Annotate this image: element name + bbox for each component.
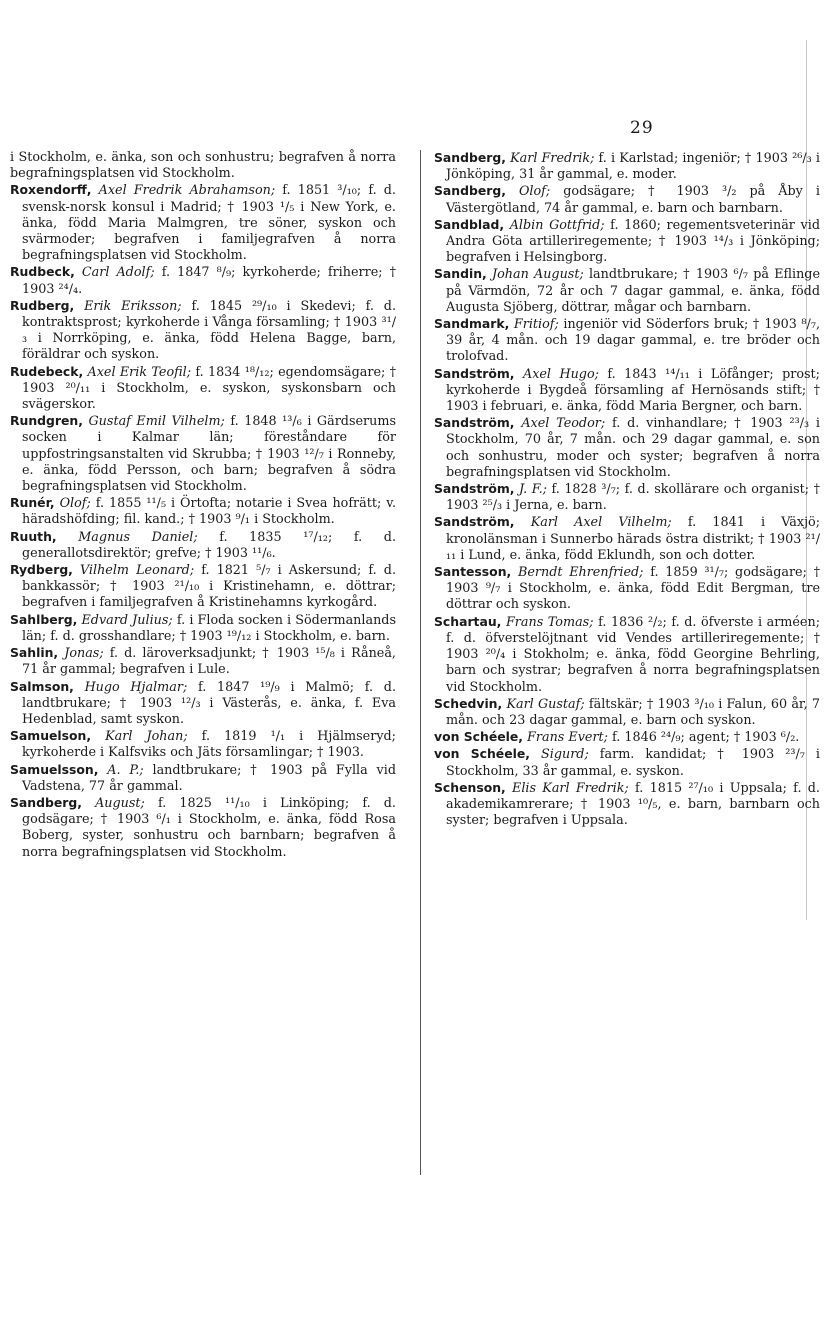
obituary-entry — [10, 795, 396, 861]
entry-given-names: Fritiof; — [513, 317, 559, 333]
entry-surname: Ruuth, — [10, 528, 57, 544]
entry-given-names: Axel Hugo; — [522, 366, 599, 382]
entry-text: f. 1834 ¹⁸/₁₂; egendomsägare; † 1903 ²⁰/₁₁ i Stockholm, e. syskon, syskonsbarn och svägerskor. — [22, 364, 397, 413]
obituary-entry — [434, 746, 820, 779]
right-column — [434, 150, 820, 829]
entry-text: godsägare; † 1903 ³/₂ på Åby i Västergötland, 74 år gammal, e. barn och barnbarn. — [446, 184, 820, 216]
entry-text: f. 1846 ²⁴/₉; agent; † 1903 ⁶/₂. — [607, 730, 800, 746]
obituary-entry — [10, 298, 396, 364]
entry-given-names: Albin Gottfrid; — [509, 217, 605, 233]
entry-text: f. 1859 ³¹/₇; godsägare; † 1903 ⁹/₇ i Stockholm, e. änka, född Edit Bergman, tre döttrar och syskon. — [446, 565, 820, 613]
entry-surname: Rudberg, — [10, 297, 75, 313]
obituary-entry — [434, 316, 820, 366]
entry-text: f. i Floda socken i Södermanlands län; f. d. grosshandlare; † 1903 ¹⁹/₁₂ i Stockholm, e. barn. — [22, 612, 396, 644]
obituary-entry — [434, 696, 820, 729]
obituary-entry — [434, 780, 820, 830]
entry-text: landtbrukare; † 1903 ⁶/₇ på Eflinge på Värmdön, 72 år och 7 dagar gammal, e. änka, född Augusta Sjöberg, döttrar, mågar och barnbarn. — [446, 267, 820, 315]
entry-given-names: Frans Evert; — [527, 730, 608, 746]
entry-given-names: Vilhelm Leonard; — [79, 563, 195, 579]
obituary-entry — [10, 762, 396, 795]
entry-given-names: Hugo Hjalmar; — [84, 679, 188, 695]
entry-surname: von Schéele, — [434, 746, 530, 762]
entry-text: f. 1825 ¹¹/₁₀ i Linköping; f. d. godsägare; † 1903 ⁶/₁ i Stockholm, e. änka, född Rosa Boberg, syster, sonhustru och barnbarn; begrafven å norra begrafningsplatsen vid Stockholm. — [22, 795, 396, 860]
obituary-entry — [10, 612, 396, 645]
obituary-entry — [10, 645, 396, 678]
entry-surname: Schartau, — [434, 613, 502, 629]
entry-text: f. 1847 ¹⁹/₉ i Malmö; f. d. landtbrukare; † 1903 ¹²/₃ i Västerås, e. änka, f. Eva Hedenblad, samt syskon. — [22, 679, 396, 727]
obituary-entry — [10, 529, 396, 562]
obituary-entry — [434, 183, 820, 216]
entry-given-names: Sigurd; — [541, 747, 589, 763]
obituary-entry — [10, 413, 396, 495]
left-column — [10, 150, 396, 861]
obituary-entry — [10, 728, 396, 761]
entry-surname: Santesson, — [434, 564, 512, 580]
obituary-entry — [434, 415, 820, 481]
entry-surname: Sandström, — [434, 415, 515, 431]
entry-given-names: Frans Tomas; — [505, 614, 594, 630]
obituary-entry — [10, 364, 396, 414]
obituary-entry — [434, 366, 820, 416]
entry-surname: Schedvin, — [434, 695, 503, 711]
entry-surname: Roxendorff, — [10, 182, 92, 198]
obituary-entry — [10, 264, 396, 297]
entry-surname: Samuelson, — [10, 728, 92, 744]
entry-surname: Rydberg, — [10, 562, 73, 578]
entry-surname: Sandström, — [434, 365, 515, 381]
entry-text: f. d. vinhandlare; † 1903 ²³/₃ i Stockholm, 70 år, 7 mån. och 29 dagar gammal, e. son och sonhustru, moder och syster; begrafven å norra begrafningsplatsen vid Stockholm. — [446, 416, 820, 480]
page-number: 29 — [630, 118, 654, 138]
entry-surname: Samuelsson, — [10, 761, 99, 777]
entry-given-names: J. F.; — [519, 482, 547, 498]
obituary-entry — [434, 266, 820, 316]
entry-given-names: Jonas; — [64, 646, 104, 662]
obituary-entry — [434, 217, 820, 267]
entry-given-names: Elis Karl Fredrik; — [512, 780, 629, 796]
obituary-entry — [434, 729, 820, 746]
entry-text: f. 1848 ¹³/₆ i Gärdserums socken i Kalmar län; föreståndare för uppfostringsanstalten vid Skrubba; † 1903 ¹²/₇ i Ronneby, e. änka, född Persson, och barn; begrafven å södra begrafningsplatsen vid Stockholm. — [22, 414, 396, 495]
entry-text: f. 1841 i Växjö; kronolänsman i Sunnerbo härads östra distrikt; † 1903 ²¹/₁₁ i Lund, e. änka, född Eklundh, son och dotter. — [446, 515, 820, 563]
entry-surname: Sahlin, — [10, 645, 59, 661]
obituary-entry — [10, 495, 396, 528]
entry-text: ingeniör vid Söderfors bruk; † 1903 ⁸/₇, 39 år, 4 mån. och 19 dagar gammal, e. tre bröder och trolofvad. — [446, 317, 820, 365]
entry-surname: Schenson, — [434, 779, 506, 795]
obituary-entry — [434, 564, 820, 614]
entry-text: fältskär; † 1903 ³/₁₀ i Falun, 60 år, 7 mån. och 23 dagar gammal, e. barn och syskon. — [446, 696, 820, 728]
entry-given-names: Karl Johan; — [105, 729, 188, 745]
entry-text: f. d. läroverksadjunkt; † 1903 ¹⁵/₈ i Råneå, 71 år gammal; begrafven i Lule. — [22, 646, 396, 678]
entry-surname: Rudbeck, — [10, 264, 75, 280]
entry-given-names: Erik Eriksson; — [84, 298, 182, 314]
entry-given-names: Johan August; — [491, 267, 584, 283]
obituary-entry — [434, 150, 820, 183]
entry-given-names: Olof; — [59, 496, 91, 512]
entry-given-names: Gustaf Emil Vilhelm; — [88, 414, 225, 430]
entry-text: f. 1821 ⁵/₇ i Askersund; f. d. bankkassör; † 1903 ²¹/₁₀ i Kristinehamn, e. döttrar; begrafven i familjegrafven å Kristinehamns kyrkogård. — [22, 563, 396, 611]
entry-text: f. 1835 ¹⁷/₁₂; f. d. generallotsdirektör; grefve; † 1903 ¹¹/₆. — [22, 529, 396, 561]
entry-given-names: Axel Erik Teofil; — [87, 364, 192, 380]
entry-given-names: Karl Axel Vilhelm; — [530, 515, 672, 531]
entry-given-names: Carl Adolf; — [81, 265, 155, 281]
entry-given-names: Magnus Daniel; — [78, 529, 198, 545]
entry-text: f. 1847 ⁸/₉; kyrkoherde; friherre; † 1903 ²⁴/₄. — [22, 265, 396, 297]
entry-text: f. 1855 ¹¹/₅ i Örtofta; notarie i Svea hofrätt; v. häradshöfding; fil. kand.; † 1903 ⁹/₁ i Stockholm. — [22, 496, 397, 528]
obituary-entry — [434, 481, 820, 514]
column-divider — [420, 150, 421, 1175]
entry-given-names: Berndt Ehrenfried; — [517, 565, 644, 581]
continuation-text: i Stockholm, e. änka, son och sonhustru; begrafven å norra begrafningsplatsen vid Stockholm. — [10, 150, 396, 182]
entry-surname: Rudebeck, — [10, 363, 84, 379]
entry-given-names: Karl Gustaf; — [506, 696, 585, 712]
entry-surname: Salmson, — [10, 678, 74, 694]
entry-given-names: Axel Fredrik Abrahamson; — [98, 183, 276, 199]
obituary-entry — [434, 614, 820, 696]
entry-text: farm. kandidat; † 1903 ²³/₇ i Stockholm, 33 år gammal, e. syskon. — [446, 747, 820, 779]
entry-text: f. 1843 ¹⁴/₁₁ i Löfånger; prost; kyrkoherde i Bygdeå församling af Hernösands stift; † 1903 i februari, e. änka, född Maria Bergner, och barn. — [446, 366, 820, 415]
obituary-entry — [10, 562, 396, 612]
obituary-entry — [10, 182, 396, 264]
entry-text: f. 1860; regementsveterinär vid Andra Göta artilleriregemente; † 1903 ¹⁴/₃ i Jönköping; begrafven i Helsingborg. — [446, 217, 820, 266]
entry-surname: Sandberg, — [434, 150, 506, 165]
entry-given-names: August; — [95, 795, 145, 811]
entry-surname: Sandblad, — [434, 216, 505, 232]
entry-surname: Runér, — [10, 495, 55, 511]
entry-text: f. 1815 ²⁷/₁₀ i Uppsala; f. d. akademikamrerare; † 1903 ¹⁰/₅, e. barn, barnbarn och syster; begrafven i Uppsala. — [446, 780, 820, 829]
obituary-entry — [10, 679, 396, 729]
entry-surname: Sandmark, — [434, 316, 510, 332]
entry-text: f. 1819 ¹/₁ i Hjälmseryd; kyrkoherde i Kalfsviks och Jäts församlingar; † 1903. — [22, 729, 396, 761]
entry-surname: Sandberg, — [10, 794, 82, 810]
entry-given-names: A. P.; — [107, 762, 144, 778]
entry-surname: Rundgren, — [10, 413, 83, 429]
entry-surname: Sandström, — [434, 514, 515, 530]
entry-text: f. 1845 ²⁹/₁₀ i Skedevi; f. d. kontraktsprost; kyrkoherde i Vånga församling; † 1903 ³¹/₃ i Norrköping, e. änka, född Helena Bagge, barn, föräldrar och syskon. — [22, 298, 396, 363]
right-entries — [434, 150, 820, 829]
obituary-entry — [434, 514, 820, 564]
entry-given-names: Axel Teodor; — [521, 416, 606, 432]
entry-surname: Sandberg, — [434, 183, 506, 199]
entry-given-names: Edvard Julius; — [81, 612, 173, 628]
entry-given-names: Olof; — [518, 184, 551, 200]
entry-surname: Sandström, — [434, 481, 515, 497]
entry-text: f. 1851 ³/₁₀; f. d. svensk-norsk konsul i Madrid; † 1903 ¹/₅ i New York, e. änka, född Maria Malmgren, tre söner, syskon och svärmoder; begrafven i familjegrafven å norra begrafningsplatsen vid Stockholm. — [22, 183, 396, 264]
left-entries — [10, 182, 396, 860]
entry-text: f. 1836 ²/₂; f. d. öfverste i arméen; f. d. öfverstelöjtnant vid Vendes artilleriregemente; † 1903 ²⁰/₄ i Stokholm; e. änka, född Georgine Behrling, barn och systrar; begrafven å norra begrafningsplatsen vid Stockholm. — [446, 614, 820, 695]
entry-text: f. i Karlstad; ingeniör; † 1903 ²⁶/₃ i Jönköping, 31 år gammal, e. moder. — [446, 151, 820, 183]
entry-surname: von Schéele, — [434, 729, 523, 745]
entry-surname: Sandin, — [434, 266, 487, 282]
entry-surname: Sahlberg, — [10, 611, 78, 627]
entry-text: landtbrukare; † 1903 på Fylla vid Vadstena, 77 år gammal. — [22, 762, 396, 794]
entry-text: f. 1828 ³/₇; f. d. skollärare och organist; † 1903 ²⁵/₃ i Jerna, e. barn. — [446, 482, 820, 514]
entry-given-names: Karl Fredrik; — [510, 151, 595, 166]
